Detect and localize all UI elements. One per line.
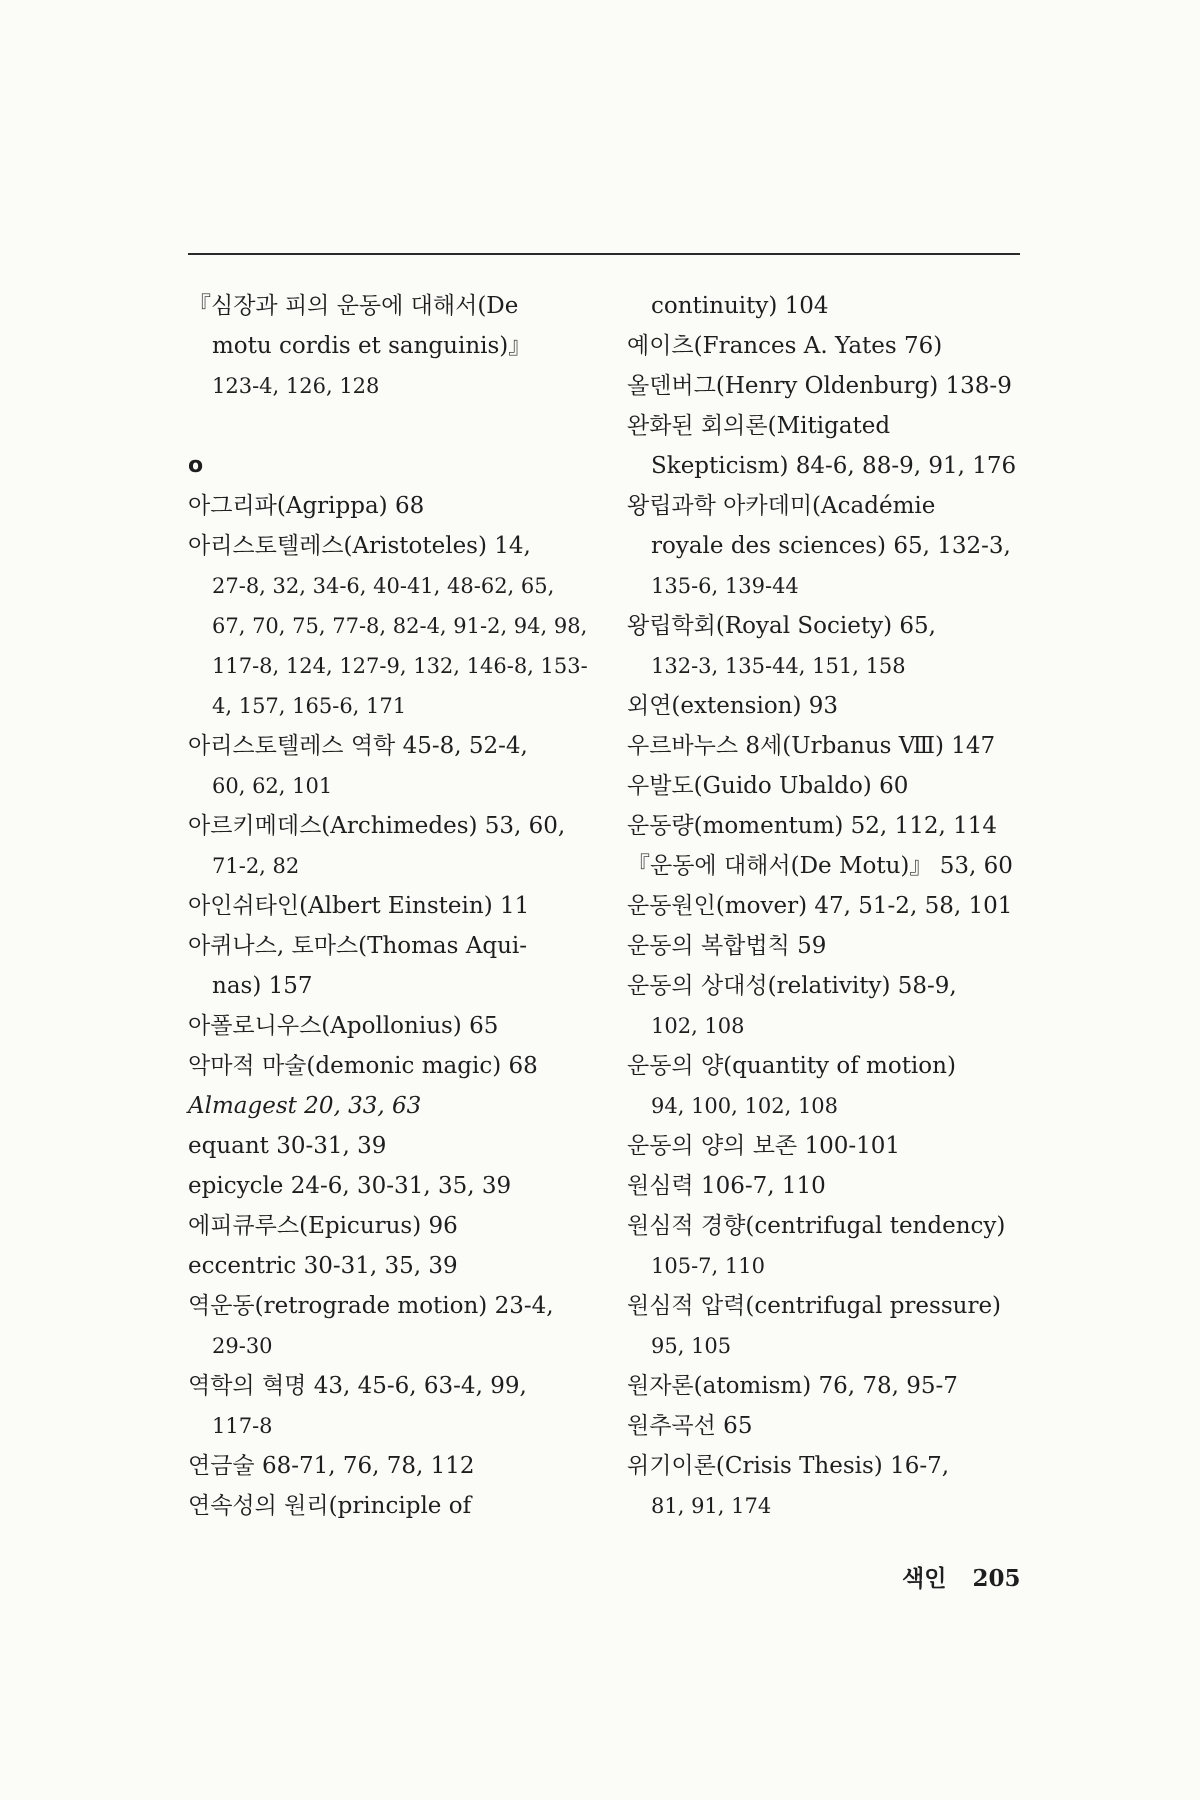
index-entry: 아르키메데스(Archimedes) 53, 60, [188,813,566,839]
index-entry: 우르바누스 8세(Urbanus Ⅷ) 147 [627,733,996,759]
index-entry: 왕립학회(Royal Society) 65, [627,613,936,639]
header-rule [188,253,1020,255]
index-entry-continuation: Skepticism) 84-6, 88-9, 91, 176 [651,453,1017,479]
index-entry: 연금술 68-71, 76, 78, 112 [188,1453,475,1479]
index-entry: 왕립과학 아카데미(Académie [627,493,936,519]
index-entry-continuation: 71-2, 82 [212,854,300,878]
index-entry: 원자론(atomism) 76, 78, 95-7 [627,1373,958,1399]
index-entry-continuation: 27-8, 32, 34-6, 40-41, 48-62, 65, [212,574,555,598]
index-entry-continuation: 60, 62, 101 [212,774,333,798]
index-entry: 운동의 양(quantity of motion) [627,1053,956,1079]
index-entry: 운동량(momentum) 52, 112, 114 [627,813,997,839]
index-entry-continuation: 81, 91, 174 [651,1494,772,1518]
index-entry-continuation: 123-4, 126, 128 [212,374,380,398]
index-entry: 운동의 상대성(relativity) 58-9, [627,973,957,999]
index-entry-continuation: 94, 100, 102, 108 [651,1094,839,1118]
section-gap [188,406,588,446]
index-entry-continuation: 29-30 [212,1334,273,1358]
index-entry: 역운동(retrograde motion) 23-4, [188,1293,554,1319]
index-entry: 『운동에 대해서(De Motu)』 53, 60 [627,853,1013,879]
index-entry-continuation: motu cordis et sanguinis)』 [212,333,532,359]
index-entry-continuation: continuity) 104 [651,293,829,319]
index-entry: 아그리파(Agrippa) 68 [188,493,425,519]
index-entry: 역학의 혁명 43, 45-6, 63-4, 99, [188,1373,527,1399]
index-entry-continuation: 117-8 [212,1414,273,1438]
index-entry: 악마적 마술(demonic magic) 68 [188,1053,538,1079]
index-entry: 운동의 복합법칙 59 [627,933,827,959]
index-entry: epicycle 24-6, 30-31, 35, 39 [188,1173,512,1199]
index-entry-continuation: 102, 108 [651,1014,745,1038]
index-entry-continuation: 105-7, 110 [651,1254,765,1278]
index-entry: 위기이론(Crisis Thesis) 16-7, [627,1453,950,1479]
index-entry: 원심적 경향(centrifugal tendency) [627,1213,1006,1239]
index-entry: 원심력 106-7, 110 [627,1173,826,1199]
index-entry: Almagest 20, 33, 63 [188,1093,422,1119]
index-entry-continuation: 4, 157, 165-6, 171 [212,694,407,718]
index-entry-continuation: nas) 157 [212,973,313,999]
index-entry: 아퀴나스, 토마스(Thomas Aqui- [188,933,528,959]
index-entry-continuation: 135-6, 139-44 [651,574,799,598]
index-entry: 운동의 양의 보존 100-101 [627,1133,901,1159]
index-entry: 완화된 회의론(Mitigated [627,413,891,439]
index-column-left [188,286,588,1526]
index-entry: 아인쉬타인(Albert Einstein) 11 [188,893,530,919]
index-entry: 운동원인(mover) 47, 51-2, 58, 101 [627,893,1013,919]
index-entry: 우발도(Guido Ubaldo) 60 [627,773,909,799]
page-footer [902,1560,1020,1593]
index-entry-continuation: royale des sciences) 65, 132-3, [651,533,1011,559]
page-number: 205 [972,1565,1021,1592]
index-entry: 아리스토텔레스(Aristoteles) 14, [188,533,531,559]
index-entry: 원추곡선 65 [627,1413,753,1439]
footer-section-label: 색인 [902,1565,947,1592]
index-entry: eccentric 30-31, 35, 39 [188,1253,458,1279]
index-entry: 외연(extension) 93 [627,693,839,719]
index-entry: 연속성의 원리(principle of [188,1493,472,1519]
index-column-right [627,286,1047,1526]
section-letter-heading: o [188,453,204,478]
index-entry-continuation: 117-8, 124, 127-9, 132, 146-8, 153- [212,654,588,678]
index-entry-continuation: 67, 70, 75, 77-8, 82-4, 91-2, 94, 98, [212,614,588,638]
index-entry: 예이츠(Frances A. Yates 76) [627,333,943,359]
index-entry: 아폴로니우스(Apollonius) 65 [188,1013,499,1039]
index-entry: 아리스토텔레스 역학 45-8, 52-4, [188,733,528,759]
index-entry: 원심적 압력(centrifugal pressure) [627,1293,1002,1319]
index-entry: 에피큐루스(Epicurus) 96 [188,1213,458,1239]
index-entry: 올덴버그(Henry Oldenburg) 138-9 [627,373,1012,399]
index-entry-continuation: 132-3, 135-44, 151, 158 [651,654,906,678]
index-entry: 『심장과 피의 운동에 대해서(De [188,293,519,319]
index-entry-continuation: 95, 105 [651,1334,732,1358]
index-entry: equant 30-31, 39 [188,1133,387,1159]
